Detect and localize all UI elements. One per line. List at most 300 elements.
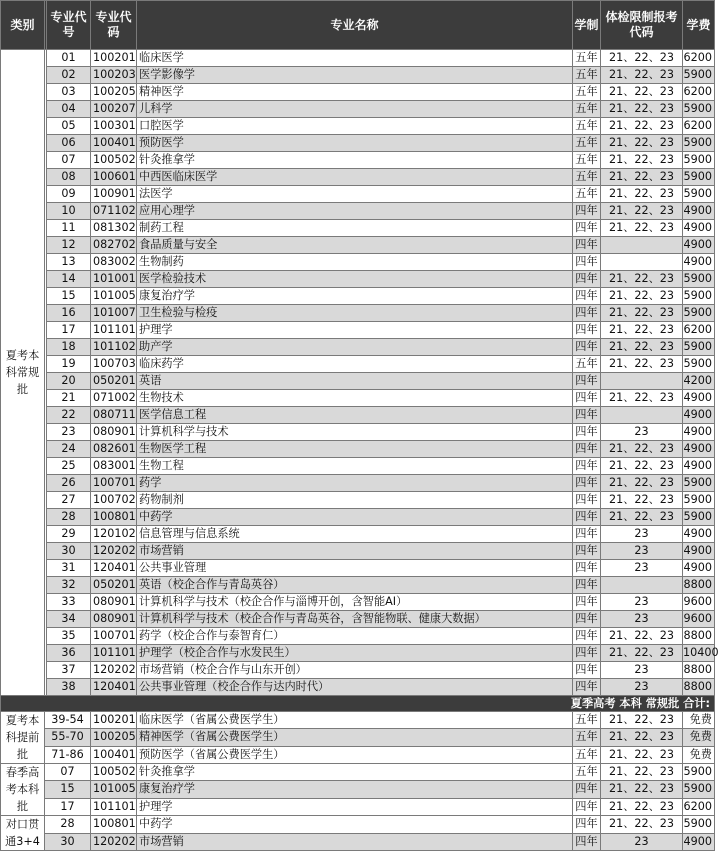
fee: 免费 (683, 746, 715, 763)
major-code: 101001 (91, 271, 137, 288)
duration: 四年 (573, 322, 601, 339)
table-row (1, 679, 715, 696)
health-code: 21、22、23 (601, 712, 683, 729)
table-row (1, 339, 715, 356)
major-no: 13 (47, 254, 91, 271)
major-code: 050201 (91, 577, 137, 594)
duration: 四年 (573, 458, 601, 475)
major-code: 100701 (91, 475, 137, 492)
major-name: 医学信息工程 (137, 407, 573, 424)
fee: 9600 (683, 594, 715, 611)
duration: 五年 (573, 356, 601, 373)
duration: 四年 (573, 373, 601, 390)
header-major-code: 专业代码 (91, 1, 137, 50)
major-name: 信息管理与信息系统 (137, 526, 573, 543)
major-name: 制药工程 (137, 220, 573, 237)
major-code: 101005 (91, 288, 137, 305)
table-row (1, 526, 715, 543)
table-row (1, 577, 715, 594)
health-code: 21、22、23 (601, 798, 683, 815)
table-row (1, 712, 715, 729)
table-row (1, 729, 715, 746)
fee: 免费 (683, 729, 715, 746)
major-code: 100703 (91, 356, 137, 373)
header-major-name: 专业名称 (137, 1, 573, 50)
duration: 四年 (573, 220, 601, 237)
fee: 5900 (683, 781, 715, 798)
health-code: 23 (601, 594, 683, 611)
table-row (1, 798, 715, 815)
major-name: 计算机科学与技术（校企合作与青岛英谷，含智能物联、健康大数据） (137, 611, 573, 628)
fee: 6200 (683, 322, 715, 339)
major-name: 口腔医学 (137, 118, 573, 135)
header-row (1, 1, 715, 50)
major-no: 17 (45, 798, 91, 815)
health-code (601, 254, 683, 271)
major-name: 精神医学 (137, 84, 573, 101)
duration: 四年 (573, 237, 601, 254)
fee: 9600 (683, 611, 715, 628)
table-row (1, 254, 715, 271)
major-name: 生物工程 (137, 458, 573, 475)
table-row (1, 833, 715, 851)
table-row (1, 288, 715, 305)
major-code: 100401 (91, 135, 137, 152)
duration: 四年 (573, 645, 601, 662)
duration: 四年 (573, 679, 601, 696)
major-name: 应用心理学 (137, 203, 573, 220)
duration: 四年 (573, 781, 601, 798)
health-code: 23 (601, 560, 683, 577)
major-name: 法医学 (137, 186, 573, 203)
fee: 5900 (683, 169, 715, 186)
major-name: 临床医学（省属公费医学生） (137, 712, 573, 729)
fee: 4900 (683, 560, 715, 577)
table-row (1, 628, 715, 645)
major-code: 071002 (91, 390, 137, 407)
major-code: 080901 (91, 611, 137, 628)
major-name: 市场营销（校企合作与山东开创） (137, 662, 573, 679)
major-name: 公共事业管理（校企合作与达内时代） (137, 679, 573, 696)
duration: 五年 (573, 186, 601, 203)
health-code: 21、22、23 (601, 271, 683, 288)
table-row (1, 390, 715, 407)
fee: 4900 (683, 833, 715, 851)
major-no: 02 (47, 67, 91, 84)
duration: 五年 (573, 67, 601, 84)
major-name: 药物制剂 (137, 492, 573, 509)
table-row (1, 356, 715, 373)
major-no: 04 (47, 101, 91, 118)
health-code: 21、22、23 (601, 322, 683, 339)
major-no: 28 (47, 509, 91, 526)
duration: 四年 (573, 560, 601, 577)
major-code: 100205 (91, 84, 137, 101)
table-row (1, 645, 715, 662)
major-no: 15 (47, 288, 91, 305)
major-name: 食品质量与安全 (137, 237, 573, 254)
major-code: 100301 (91, 118, 137, 135)
major-no: 39-54 (45, 712, 91, 729)
health-code (601, 407, 683, 424)
table-row (1, 101, 715, 118)
major-name: 护理学 (137, 322, 573, 339)
fee: 6200 (683, 798, 715, 815)
health-code: 21、22、23 (601, 288, 683, 305)
summary-row (1, 696, 715, 712)
major-code: 101102 (91, 339, 137, 356)
fee: 5900 (683, 356, 715, 373)
major-code: 080711 (91, 407, 137, 424)
major-name: 计算机科学与技术（校企合作与淄博开创，含智能AI） (137, 594, 573, 611)
health-code: 23 (601, 662, 683, 679)
major-no: 31 (47, 560, 91, 577)
fee: 5900 (683, 152, 715, 169)
duration: 四年 (573, 424, 601, 441)
major-name: 中药学 (137, 816, 573, 834)
major-no: 12 (47, 237, 91, 254)
major-code: 100502 (91, 152, 137, 169)
major-no: 34 (47, 611, 91, 628)
health-code: 23 (601, 833, 683, 851)
major-no: 37 (47, 662, 91, 679)
table-row (1, 746, 715, 763)
table-row (1, 560, 715, 577)
major-name: 英语（校企合作与青岛英谷） (137, 577, 573, 594)
major-name: 医学影像学 (137, 67, 573, 84)
major-no: 20 (47, 373, 91, 390)
major-no: 17 (47, 322, 91, 339)
major-name: 临床药学 (137, 356, 573, 373)
major-no: 32 (47, 577, 91, 594)
header-duration: 学制 (573, 1, 601, 50)
major-code: 101101 (91, 645, 137, 662)
health-code: 21、22、23 (601, 169, 683, 186)
major-code: 101007 (91, 305, 137, 322)
major-no: 14 (47, 271, 91, 288)
table-row (1, 169, 715, 186)
major-no: 19 (47, 356, 91, 373)
category-cell: 春季高考本科批 (1, 764, 45, 816)
major-name: 护理学 (137, 798, 573, 815)
duration: 五年 (573, 50, 601, 67)
table-row (1, 594, 715, 611)
health-code: 21、22、23 (601, 84, 683, 101)
major-no: 07 (47, 152, 91, 169)
duration: 五年 (573, 729, 601, 746)
fee: 4900 (683, 407, 715, 424)
table-row (1, 118, 715, 135)
major-no: 07 (45, 764, 91, 781)
major-name: 市场营销 (137, 833, 573, 851)
major-no: 24 (47, 441, 91, 458)
major-name: 公共事业管理 (137, 560, 573, 577)
major-no: 26 (47, 475, 91, 492)
duration: 五年 (573, 118, 601, 135)
major-code: 100601 (91, 169, 137, 186)
table-row (1, 611, 715, 628)
major-name: 药学 (137, 475, 573, 492)
major-name: 针灸推拿学 (137, 764, 573, 781)
fee: 5900 (683, 135, 715, 152)
health-code: 21、22、23 (601, 441, 683, 458)
major-name: 预防医学 (137, 135, 573, 152)
health-code: 21、22、23 (601, 305, 683, 322)
table-row (1, 543, 715, 560)
fee: 4900 (683, 424, 715, 441)
major-code: 100207 (91, 101, 137, 118)
duration: 四年 (573, 628, 601, 645)
health-code (601, 237, 683, 254)
fee: 4200 (683, 373, 715, 390)
major-no: 01 (47, 50, 91, 67)
major-code: 120102 (91, 526, 137, 543)
fee: 5900 (683, 101, 715, 118)
major-code: 120401 (91, 679, 137, 696)
duration: 四年 (573, 390, 601, 407)
table-row (1, 509, 715, 526)
health-code: 21、22、23 (601, 746, 683, 763)
major-code: 101101 (91, 798, 137, 815)
major-no: 29 (47, 526, 91, 543)
major-name: 助产学 (137, 339, 573, 356)
duration: 五年 (573, 152, 601, 169)
fee: 4900 (683, 543, 715, 560)
major-name: 儿科学 (137, 101, 573, 118)
major-name: 医学检验技术 (137, 271, 573, 288)
fee: 5900 (683, 271, 715, 288)
fee: 4900 (683, 220, 715, 237)
health-code: 21、22、23 (601, 135, 683, 152)
major-no: 05 (47, 118, 91, 135)
table-row (1, 186, 715, 203)
major-code: 120202 (91, 833, 137, 851)
duration: 四年 (573, 339, 601, 356)
major-code: 071102 (91, 203, 137, 220)
major-name: 中西医临床医学 (137, 169, 573, 186)
major-name: 精神医学（省属公费医学生） (137, 729, 573, 746)
duration: 四年 (573, 611, 601, 628)
health-code: 21、22、23 (601, 492, 683, 509)
health-code: 21、22、23 (601, 101, 683, 118)
fee: 5900 (683, 764, 715, 781)
table-row (1, 816, 715, 834)
table-body (1, 50, 719, 851)
duration: 五年 (573, 135, 601, 152)
health-code: 21、22、23 (601, 781, 683, 798)
major-name: 护理学（校企合作与水发民生） (137, 645, 573, 662)
table-row (1, 50, 715, 67)
major-name: 预防医学（省属公费医学生） (137, 746, 573, 763)
major-no: 23 (47, 424, 91, 441)
major-no: 30 (45, 833, 91, 851)
major-no: 21 (47, 390, 91, 407)
major-no: 03 (47, 84, 91, 101)
duration: 五年 (573, 84, 601, 101)
table-row (1, 67, 715, 84)
major-code: 100401 (91, 746, 137, 763)
health-code: 21、22、23 (601, 50, 683, 67)
health-code: 21、22、23 (601, 186, 683, 203)
major-no: 10 (47, 203, 91, 220)
major-no: 38 (47, 679, 91, 696)
health-code: 23 (601, 526, 683, 543)
major-code: 083001 (91, 458, 137, 475)
table-row (1, 407, 715, 424)
duration: 四年 (573, 526, 601, 543)
major-code: 080901 (91, 424, 137, 441)
major-no: 27 (47, 492, 91, 509)
header-category: 类别 (1, 1, 45, 50)
duration: 四年 (573, 816, 601, 834)
fee: 6200 (683, 84, 715, 101)
health-code: 21、22、23 (601, 645, 683, 662)
major-name: 市场营销 (137, 543, 573, 560)
major-no: 28 (45, 816, 91, 834)
major-code: 100901 (91, 186, 137, 203)
major-no: 30 (47, 543, 91, 560)
table-row (1, 271, 715, 288)
table-row (1, 424, 715, 441)
duration: 四年 (573, 509, 601, 526)
duration: 四年 (573, 441, 601, 458)
major-code: 100205 (91, 729, 137, 746)
table-row (1, 458, 715, 475)
duration: 四年 (573, 254, 601, 271)
health-code: 21、22、23 (601, 764, 683, 781)
health-code (601, 373, 683, 390)
table-row (1, 781, 715, 798)
table-row (1, 135, 715, 152)
duration: 四年 (573, 594, 601, 611)
duration: 四年 (573, 407, 601, 424)
major-code: 100201 (91, 712, 137, 729)
major-name: 中药学 (137, 509, 573, 526)
major-name: 生物医学工程 (137, 441, 573, 458)
table-row (1, 84, 715, 101)
duration: 四年 (573, 203, 601, 220)
fee: 5900 (683, 475, 715, 492)
major-no: 06 (47, 135, 91, 152)
major-no: 11 (47, 220, 91, 237)
major-no: 15 (45, 781, 91, 798)
fee: 5900 (683, 492, 715, 509)
table-row (1, 662, 715, 679)
major-name: 生物制药 (137, 254, 573, 271)
major-code: 080901 (91, 594, 137, 611)
major-code: 100201 (91, 50, 137, 67)
health-code: 23 (601, 424, 683, 441)
table-row (1, 492, 715, 509)
category-cell: 夏考本科常规批 (1, 50, 45, 696)
fee: 8800 (683, 662, 715, 679)
health-code: 21、22、23 (601, 118, 683, 135)
fee: 8800 (683, 679, 715, 696)
category-cell: 对口贯通3+4 (1, 816, 45, 851)
health-code: 23 (601, 611, 683, 628)
health-code (601, 577, 683, 594)
major-code: 100801 (91, 509, 137, 526)
duration: 五年 (573, 746, 601, 763)
major-name: 药学（校企合作与泰智育仁） (137, 628, 573, 645)
fee: 6200 (683, 50, 715, 67)
health-code: 21、22、23 (601, 67, 683, 84)
fee: 4900 (683, 441, 715, 458)
table-row (1, 203, 715, 220)
table-row (1, 152, 715, 169)
fee: 4900 (683, 390, 715, 407)
major-code: 100701 (91, 628, 137, 645)
major-name: 卫生检验与检疫 (137, 305, 573, 322)
major-name: 英语 (137, 373, 573, 390)
duration: 四年 (573, 475, 601, 492)
major-no: 22 (47, 407, 91, 424)
major-code: 050201 (91, 373, 137, 390)
health-code: 21、22、23 (601, 203, 683, 220)
category-cell: 夏考本科提前批 (1, 712, 45, 764)
fee: 5900 (683, 288, 715, 305)
fee: 4900 (683, 203, 715, 220)
duration: 五年 (573, 101, 601, 118)
header-health-code: 体检限制报考代码 (601, 1, 683, 50)
health-code: 21、22、23 (601, 628, 683, 645)
major-code: 081302 (91, 220, 137, 237)
health-code: 21、22、23 (601, 339, 683, 356)
major-code: 120202 (91, 662, 137, 679)
table-row (1, 237, 715, 254)
duration: 五年 (573, 764, 601, 781)
health-code: 21、22、23 (601, 220, 683, 237)
table-row (1, 220, 715, 237)
health-code: 21、22、23 (601, 816, 683, 834)
health-code: 21、22、23 (601, 475, 683, 492)
duration: 四年 (573, 798, 601, 815)
fee: 5900 (683, 186, 715, 203)
health-code: 21、22、23 (601, 390, 683, 407)
duration: 四年 (573, 833, 601, 851)
fee: 5900 (683, 67, 715, 84)
fee: 6200 (683, 118, 715, 135)
major-name: 康复治疗学 (137, 288, 573, 305)
summary-label: 夏季高考 本科 常规批 合计: (1, 696, 715, 712)
fee: 10400 (683, 645, 715, 662)
fee: 4900 (683, 254, 715, 271)
major-code: 082601 (91, 441, 137, 458)
health-code: 21、22、23 (601, 509, 683, 526)
major-no: 09 (47, 186, 91, 203)
major-name: 临床医学 (137, 50, 573, 67)
major-code: 101101 (91, 322, 137, 339)
major-code: 120202 (91, 543, 137, 560)
duration: 五年 (573, 169, 601, 186)
fee: 5900 (683, 339, 715, 356)
fee: 4900 (683, 526, 715, 543)
table-row (1, 441, 715, 458)
duration: 四年 (573, 288, 601, 305)
major-name: 生物技术 (137, 390, 573, 407)
major-name: 针灸推拿学 (137, 152, 573, 169)
fee: 4900 (683, 237, 715, 254)
table-row (1, 322, 715, 339)
major-no: 71-86 (45, 746, 91, 763)
major-name: 康复治疗学 (137, 781, 573, 798)
major-code: 120401 (91, 560, 137, 577)
major-no: 08 (47, 169, 91, 186)
fee: 5900 (683, 509, 715, 526)
header-fee: 学费 (683, 1, 715, 50)
duration: 四年 (573, 543, 601, 560)
health-code: 21、22、23 (601, 356, 683, 373)
